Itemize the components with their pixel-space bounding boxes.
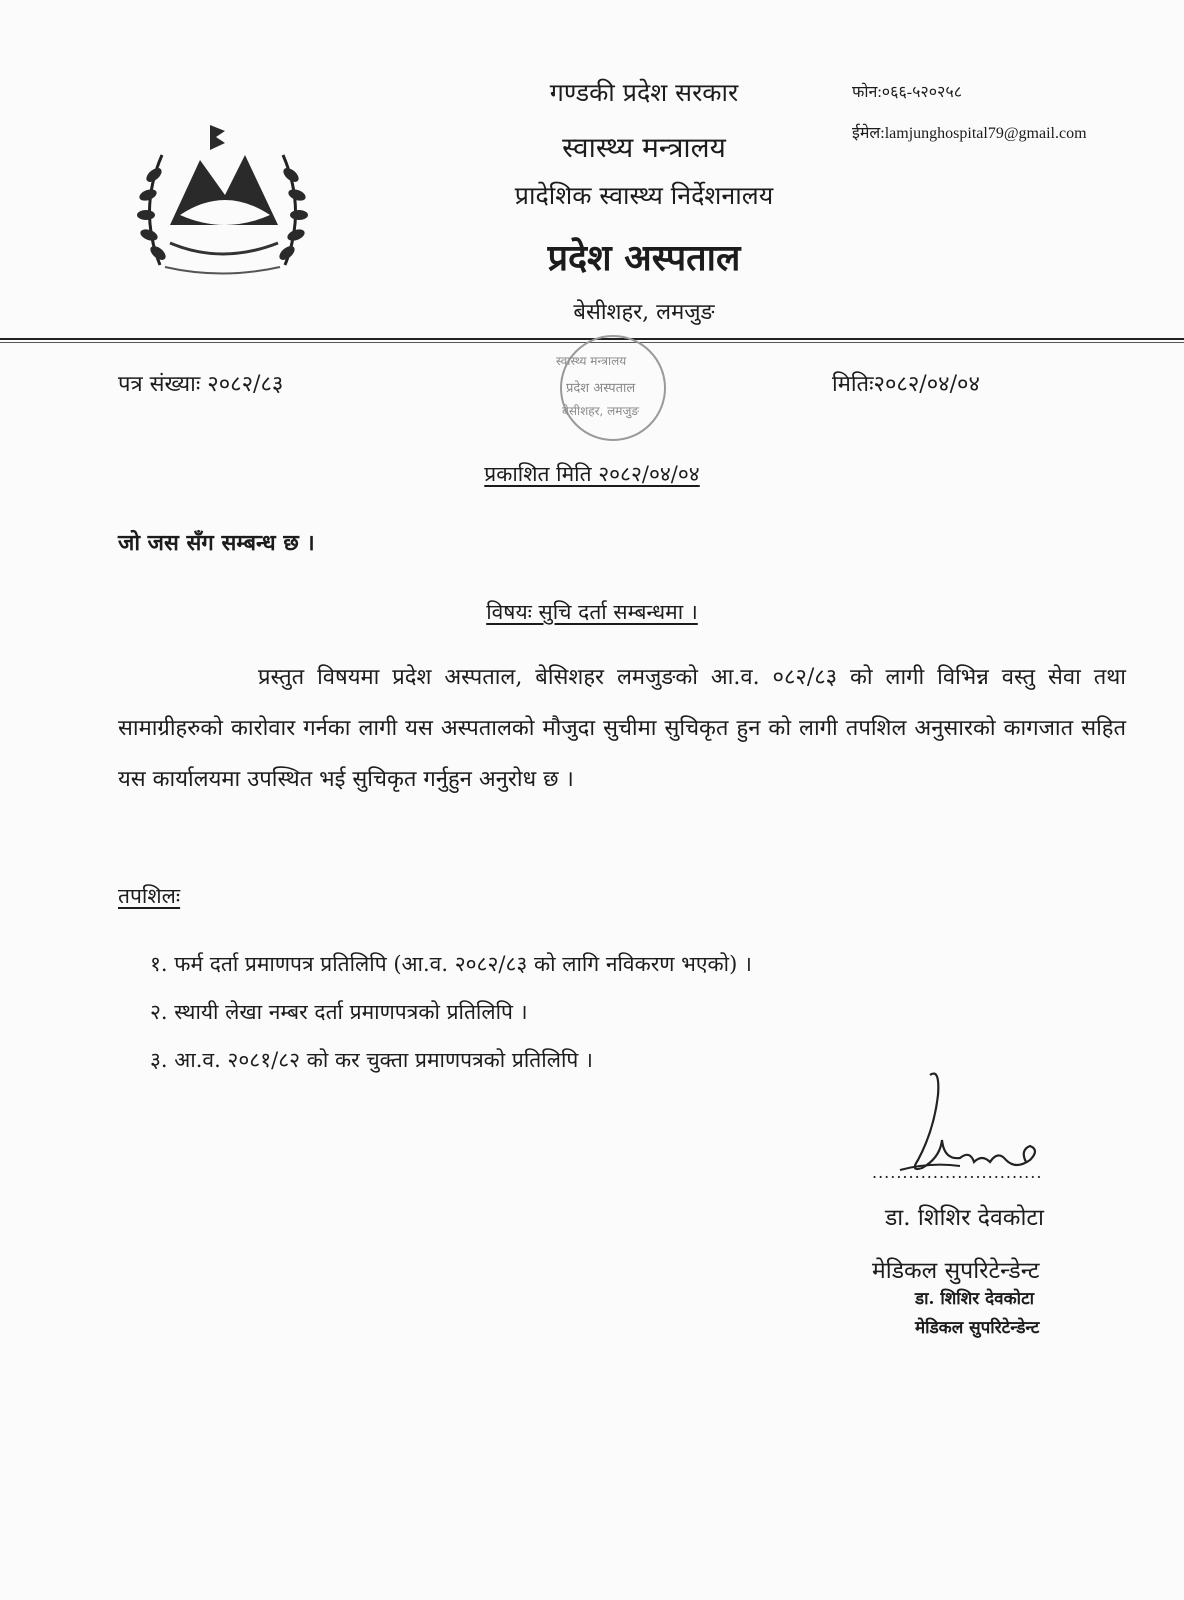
stamp-line-1: स्वास्थ्य मन्त्रालय [556,354,627,368]
salutation: जो जस सँग सम्बन्ध छ । [118,530,315,556]
publish-date [0,460,1184,488]
signature-line: ............................ [872,1163,1043,1182]
list-item: २. स्थायी लेखा नम्बर दर्ता प्रमाणपत्रको प्रतिलिपि । [150,1000,528,1024]
header-province: गण्डकी प्रदेश सरकार [549,78,739,107]
name-stamp: डा. शिशिर देवकोटा [915,1289,1035,1309]
office-stamp [538,330,688,445]
header-hospital-name: प्रदेश अस्पताल [547,237,741,279]
stamp-line-3: बेसीशहर, लमजुङ [562,404,640,418]
requirements-list [150,940,752,1084]
signatory-name: डा. शिशिर देवकोटा [885,1205,1044,1231]
list-item: ३. आ.व. २०८१/८२ को कर चुक्ता प्रमाणपत्रको प्रतिलिपि । [150,1048,593,1072]
subject-text: विषयः सुचि दर्ता सम्बन्धमा । [486,600,698,624]
subject-line [0,598,1184,626]
header-address: बेसीशहर, लमजुङ [573,300,715,325]
body-paragraph: प्रस्तुत विषयमा प्रदेश अस्पताल, बेसिशहर लमजुङको आ.व. ०८२/८३ को लागी विभिन्न वस्तु सेवा तथा सामाग्रीहरुको कारोवार गर्नका लागी यस अस्पतालको मौजुदा सुचीमा सुचिकृत हुन को लागी तपशिल अनुसारको कागजात सहित यस कार्यालयमा उपस्थित भई सुचिकृत गर्नुहुन अनुरोध छ । [118,665,1126,792]
list-item: १. फर्म दर्ता प्रमाणपत्र प्रतिलिपि (आ.व. २०८२/८३ को लागि नविकरण भएको) । [150,952,752,976]
stamp-line-2: प्रदेश अस्पताल [566,381,636,396]
letter-number: पत्र संख्याः २०८२/८३ [118,372,284,397]
signatory-title: मेडिकल सुपरिटेन्डेन्ट [872,1258,1040,1284]
header-directorate: प्रादेशिक स्वास्थ्य निर्देशनालय [514,181,774,210]
details-heading: तपशिलः [118,884,181,908]
publish-date-text: प्रकाशित मिति २०८२/०४/०४ [484,462,700,486]
title-stamp: मेडिकल सुपरिटेन्डेन्ट [915,1318,1040,1338]
contact-phone: फोन:०६६-५२०२५८ [852,84,963,101]
header-ministry: स्वास्थ्य मन्त्रालय [562,131,726,164]
letter-date: मितिः२०८२/०४/०४ [832,372,980,397]
contact-email: ईमेल:lamjunghospital79@gmail.com [852,125,1087,142]
